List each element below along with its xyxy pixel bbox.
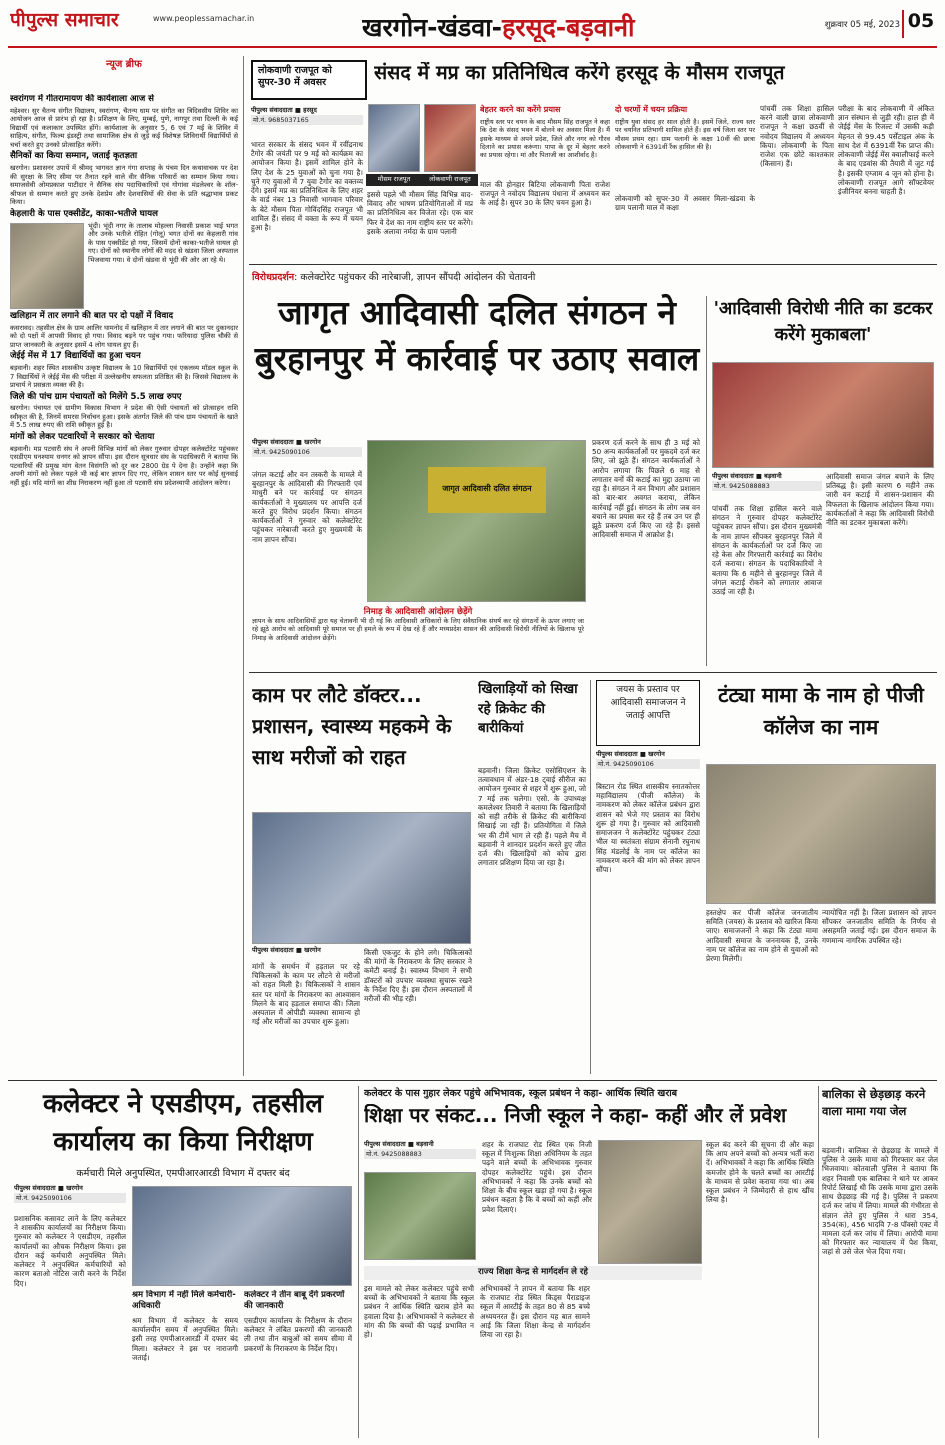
adivasi-side-byline	[712, 472, 822, 500]
masthead	[0, 0, 945, 50]
harsud-photo-mausam-caption: मौसम राजपूत	[366, 174, 422, 186]
adivasi-side-photo	[712, 362, 934, 468]
harsud-col3b: माल की होनहार बिटिया लोकवाणी पिता राजेश राजपूत ने नवोदय विद्यालय पंधाना में अध्ययन कर के आई है। सुपर 30 के लिए चयन हुआ है।	[480, 180, 610, 208]
cricket-body: बड़वानी। जिला क्रिकेट एसोसिएशन के तत्वावधान में अंडर-18 ट्वाई सीरीज का आयोजन गुरुवार से शहर में शुरू हुआ, जो 7 मई तक चलेगा। एसो. के उपाध्यक्ष कमलेश्वर तिवारी ने बताया कि खिलाड़ियों को सही तरीके से क्रिकेट की बारीकियां सिखाई जा रही हैं। प्रतियोगिता में जिले भर की टीमें भाग ले रही हैं। पहले मैच में बड़वानी ने शानदार प्रदर्शन करते हुए जीत दर्ज की। खिलाड़ियों को कोच द्वारा लगातार प्रशिक्षण दिया जा रहा है।	[478, 766, 586, 868]
brief-item-title: स्वरांगण में गीतरामायण की कार्यशाला आज से	[10, 94, 154, 104]
section-divider	[8, 1080, 937, 1081]
school-col3: स्कूल बंद करने की सूचना दी और कहा कि आप अपने बच्चों को अन्यत्र भर्ती करा दें। अभिभावकों ने कहा कि आर्थिक स्थिति कमजोर होने के चलते बच्चों का आरटीई के माध्यम से प्रवेश कराया गया था। अब स्कूल प्रबंधन ने जिम्मेदारी से हाथ खींच लिया है।	[706, 1140, 814, 1205]
harsud-subhead-2: दो चरणों में चयन प्रक्रिया	[615, 105, 688, 114]
harsud-subhead-1: बेहतर करने का करेंगे प्रयास	[480, 105, 561, 114]
news-brief-label: न्यूज ब्रीफ	[106, 59, 142, 70]
brief-item	[10, 351, 238, 389]
doctors-col2: किसी एकजुट के होने लगे। चिकित्सकों की मांगों के निराकरण के लिए सरकार ने कमेटी बनाई है। स्वास्थ्य विभाग ने सभी डॉक्टरों को उपचार व्यवस्था सुचारू रखने के निर्देश दिए हैं। इस दौरान अस्पतालों में मरीजों की भीड़ रही।	[364, 948, 472, 1004]
masthead-divider	[8, 46, 937, 48]
brief-item-body: बड़वानी। मप्र पटवारी संघ ने अपनी विभिन्न मांगों को लेकर गुरुवार दोपहर कलेक्टोरेट पहुंचकर एसडीएम घनश्याम धनगर को ज्ञापन सौंपा। इस दौरान सूत्रधार संघ के पदाधिकारी ने बताया कि पटवारियों की प्रमुख मांग वेतन विसंगति को दूर कर 2800 ग्रेड पे देना है। उन्होंने कहा कि अपनी मांगों को लेकर पहले भी कई बार ज्ञापन दिए गए, लेकिन शासन स्तर पर कोई सुनवाई नहीं हुई। यदि मांगों का शीघ्र निराकरण नहीं हुआ तो पटवारी संघ प्रदेशव्यापी आंदोलन करेगा।	[10, 444, 238, 487]
edition-title-part-a: खरगोन-खंडवा-	[362, 13, 503, 42]
harsud-byline	[251, 106, 363, 136]
harsud-col1: भारत सरकार के संसद भवन में रवींद्रनाथ टैगोर की जयंती पर 9 मई को कार्यक्रम का आयोजन किया है। इसमें शामिल होने के लिए देश के 25 युवाओं को चुना गया है। चुने गए युवाओं में 7 युवा टैगोर का वक्तव्य देंगे। इसमें मप्र का प्रतिनिधित्व के लिए शहर के वार्ड नंबर 13 निवासी भागवान परिवार के बेटे मौसम पिता गोविंदसिंह राजपूत भी शामिल हैं। संसद में वक्ता के रूप में चयन हुआ है।	[251, 140, 363, 232]
byline-phone: मो.नं. 9425088883	[364, 1149, 476, 1159]
website: www.peoplessamachar.in	[153, 14, 255, 23]
brief-item-body: महेश्वर। सुर चैतन्य संगीत विद्यालय, स्वरांगण, चैतन्य धाम पर संगीत का त्रिदिवसीय शिविर का आयोजन आज से प्रारंभ हो रहा है। प्रशिक्षण के लिए, मुम्बई, पुणे, नागपुर तथा दिल्ली के कई विद्यार्थी एवं कलाकार उपस्थित होंगे। कार्यशाला के अनुसार 5, 6 एवं 7 मई के शिविर में साहित्य, संगीत, फिल्म इंडस्ट्री तथा सामाजिक क्षेत्र से जुड़े कई विशेषज्ञ शिविरार्थी विद्यार्थियों से चर्चा करते हुए उनको प्रोत्साहित करेंगे।	[10, 106, 238, 149]
burhanpur-byline	[252, 438, 362, 468]
harsud-photo-mausam	[368, 104, 420, 172]
burhanpur-caption	[252, 606, 584, 668]
harsud-col4: राष्ट्रीय युवा संसद हर साल होती है। इसमें जिले, राज्य स्तर पर चयनित प्रतिभागी शामिल होते हैं। इस वर्ष जिला स्तर पर मौसम प्रथम रहा। ग्राम पलानी के कक्षा 10वीं की छात्रा लोकवाणी ने 6391वीं रैंक हासिल की है।	[615, 118, 755, 151]
column-divider	[358, 1086, 359, 1438]
harsud-col2-text: इससे पहले भी मौसम सिंह विभिन्न वाद-विवाद और भाषण प्रतियोगिताओं में मप्र का प्रतिनिधित्व कर विजेता रहे। एक बार फिर वे देश का नाम राष्ट्रीय स्तर पर करेंगे। इसके अलावा नर्मदा के ग्राम पलानी	[367, 190, 473, 236]
harsud-col5b: पांचवीं तक शिक्षा हासिल करने वाली छात्रा लोकवाणी राजपूत ने कक्षा छठवीं से नवोदय विद्यालय में अध्ययन किया। लोकवाणी के पिता राजेश एक छोटे काश्तकार (किसान) हैं।	[760, 104, 834, 169]
section-divider	[249, 264, 937, 265]
news-brief-column	[10, 56, 238, 1056]
byline-phone: मो.नं. 9685037165	[251, 115, 363, 125]
byline-phone: मो.नं. 9425090106	[596, 759, 700, 769]
brief-item	[10, 94, 238, 149]
harsud-headline: संसद में मप्र का प्रतिनिधित्व करेंगे हरसूद के मौसम राजपूत	[374, 62, 785, 84]
school-byline	[364, 1140, 476, 1168]
caption-title: निमाड़ के आदिवासी आंदोलन छेड़ेंगे	[363, 607, 473, 617]
byline-phone: मो.नं. 9425090106	[252, 447, 362, 457]
college-col2: हस्तक्षेप कर पीजी कॉलेज जनजातीय समिति (जयस) के प्रस्ताव को खारिज किया जाए। समाजजनों ने कहा कि टंट्या मामा आदिवासी समाज के जननायक हैं, उनके नाम पर कॉलेज का नाम होने से युवाओं को प्रेरणा मिलेगी।	[706, 908, 818, 964]
harsud-col2	[251, 140, 363, 141]
box-title: श्रम विभाग में नहीं मिले कर्मचारी-अधिकारी	[132, 1290, 236, 1312]
adivasi-side-headline: 'आदिवासी विरोधी नीति का डटकर करेंगे मुकाबला'	[713, 299, 933, 346]
caption-body: ज्ञापन के साथ आदिवासियों द्वारा यह चेतावनी भी दी गई कि आदिवासी अधिकारों के लिए संवैधानिक संघर्ष कर रहे संगठनों के ऊपर लगाए जा रहे झूठे आरोप को आदिवासी पूरे समाज पर ही हमले के रूप में देख रहे हैं और मध्यप्रदेश शासन की आदिवासी विरोधी नीतियों के खिलाफ पूरे निमाड़ के आदिवासी आंदोलन छेड़ेंगे।	[252, 617, 584, 642]
brief-item-body: खरगोन। पंचायत एवं ग्रामीण विकास विभाग ने प्रदेश की ऐसी पंचायतों को प्रोत्साहन राशि स्वीकृत की है, जिनमें समरस निर्वाचन हुआ। इसके अंतर्गत जिले की पांच ग्राम पंचायतों के खाते में 5.5 लाख रुपए की राशि स्वीकृत हुई है।	[10, 404, 238, 430]
tag-text: : कलेक्टोरेट पहुंचकर की नारेबाजी, ज्ञापन सौंपदी आंदोलन की चेतावनी	[294, 272, 536, 283]
brief-item-title: केहलारी के पास एक्सीडेंट, काका-भतीजे घायल	[10, 208, 158, 219]
school-col1: शहर के राजघाट रोड स्थित एक निजी स्कूल में निःशुल्क शिक्षा अधिनियम के तहत पढ़ने वाले बच्चों के अभिभावक गुरुवार दोपहर कलेक्टोरेट पहुंचे। इस दौरान अभिभावकों ने कहा कि उनके बच्चों को शिक्षा के बीच स्कूल खड़ा हो गया है। स्कूल प्रबंधन कहता है कि वे बच्चों को कहीं और प्रवेश दिलाएं।	[482, 1140, 592, 1214]
collector-col1: प्रशासनिक कसावट लाने के लिए कलेक्टर ने शासकीय कार्यालयों का निरीक्षण किया। गुरुवार को कलेक्टर ने एसडीएम, तहसील कार्यालयों का औचक निरीक्षण किया। इस दौरान कई कर्मचारी अनुपस्थित मिले। कलेक्टर ने अनुपस्थित कर्मचारियों को कारण बताओ नोटिस जारी करने के निर्देश दिए।	[14, 1214, 126, 1288]
adivasi-side-col2: आदिवासी समाज जंगल बचाने के लिए प्रतिबद्ध है। इसी कारण 6 महीने तक जारी वन कटाई में शासन-प्रशासन की विफलता के खिलाफ आंदोलन किया गया। कार्यकर्ताओं ने कहा कि आदिवासी विरोधी नीति का डटकर मुकाबला करेंगे।	[826, 472, 934, 528]
section-divider	[249, 672, 937, 673]
collector-box-clerks	[244, 1290, 352, 1436]
newspaper-logo: पीपुल्स समाचार	[10, 9, 119, 31]
brief-item-body: भूंदी। भूंदी नगर के तालाब मोहल्ला निवासी प्रकाश भाई भगत और उनके भतीजे रोहित (गोलू) भगत दोनों का केहलारी गांव के पास एक्सीडेंट हो गया, जिसमें दोनों काका-भतीजे घायल हो गए। दोनों को स्थानीय लोगों की मदद से खंडवा जिला अस्पताल भिजवाया गया। वे दोनों खंडवा से भूंदी की ओर आ रहे थे।	[88, 221, 238, 264]
tag-label: विरोधप्रदर्शन	[252, 272, 295, 283]
byline-org: पीपुल्स संवाददाता ■ बड़वानी	[364, 1140, 434, 1148]
college-col3: न्यायोचित नहीं है। जिला प्रशासन को ज्ञापन सौंपकर जनजातीय समिति के निर्णय से असहमति जताई गई। इस दौरान समाज के गणमान्य नागरिक उपस्थित रहे।	[822, 908, 936, 945]
burhanpur-headline: जागृत आदिवासी दलित संगठन ने बुरहानपुर में कार्रवाई पर उठाए सवाल	[254, 293, 700, 379]
brief-item-title: सैनिकों का किया सम्मान, जताई कृतज्ञता	[10, 151, 138, 162]
byline-org: पीपुल्स संवाददाता ■ खरगोन	[596, 750, 665, 758]
collector-byline	[14, 1184, 126, 1212]
box-body: एसडीएम कार्यालय के निरीक्षण के दौरान कलेक्टर ने लंबित प्रकरणों की जानकारी ली तथा तीन बाबुओं को समय सीमा में प्रकरणों के निराकरण के निर्देश दिए।	[244, 1315, 352, 1353]
byline-phone: मो.नं. 9425088883	[712, 481, 822, 491]
doctors-byline	[252, 946, 362, 958]
edition-title-part-b: हरसूद-बड़वानी	[502, 13, 635, 42]
column-divider	[706, 296, 707, 666]
column-divider	[243, 56, 244, 1076]
brief-item	[10, 209, 238, 264]
accident-photo	[10, 223, 84, 309]
brief-item-title: खलिहान में तार लगाने की बात पर दो पक्षों में विवाद	[10, 310, 174, 321]
school-photo-right	[598, 1140, 702, 1264]
byline-org: पीपुल्स संवाददाता ■ खरगोन	[252, 438, 321, 446]
school-col-bottom: अभिभावकों ने ज्ञापन में बताया कि शहर के राजघाट रोड स्थित किड्स पैराडाइज स्कूल में आरटीई के तहत 80 से 85 बच्चे अध्ययनरत हैं। इस दौरान यह बात सामने आई कि जिला शिक्षा केन्द्र से मार्गदर्शन लिया जा रहा है।	[480, 1284, 590, 1340]
harsud-col4b: लोकवाणी को सुपर-30 में अवसर मिला-खंडवा के ग्राम पलानी माल में कक्षा	[615, 194, 755, 213]
college-col1: बिस्टान रोड स्थित शासकीय स्नातकोत्तर महाविद्यालय (पीजी कॉलेज) के नामकरण को लेकर कॉलेज प्रबंधन द्वारा शासन को भेजे गए प्रस्ताव का विरोध शुरू हो गया है। गुरुवार को आदिवासी समाजजन ने कलेक्टोरेट पहुंचकर टंट्या भील या स्वतंत्रता संग्राम सेनानी रघुनाथ सिंह मंडलोई के नाम पर कॉलेज का नामकरण करने की मांग को लेकर ज्ञापन सौंपा।	[596, 782, 700, 874]
burhanpur-col1: जंगल कटाई और वन तस्करी के मामले में बुरहानपुर के आदिवासी की गिरफ्तारी एवं माधुरी बने पर कार्रवाई पर संगठन कार्यकर्ताओं ने मुख्यालय पर आपत्ति दर्ज करते हुए विरोध प्रदर्शन किया। संगठन कार्यकर्ताओं ने गुरुवार को कलेक्टोरेट पहुंचकर नारेबाजी करते हुए मुख्यमंत्री के नाम ज्ञापन सौंपा।	[252, 470, 362, 544]
college-tag-box: जयस के प्रस्ताव पर आदिवासी समाजजन ने जताई आपत्ति	[596, 680, 700, 746]
brief-item	[10, 151, 238, 206]
edition-title	[362, 10, 702, 42]
burhanpur-protest-photo	[367, 440, 586, 602]
collector-photo	[132, 1186, 352, 1286]
byline-org: पीपुल्स संवाददाता ■ खरगोन	[252, 946, 321, 954]
box-title: कलेक्टर ने तीन बाबू देंगे प्रकरणों की जानकारी	[244, 1290, 345, 1312]
harsud-col5: परीक्षा के बाद लोकवाणी में अंकित ज्ञान संस्थान से जुड़ी रही। हाल ही में जेईई मेंस के रिजल्ट में उसकी कड़ी मेहनत से 99.45 पर्सेंटाइल अंक के साथ देश में 6391वीं रैंक प्राप्त की। लोकवाणी जेईई मेंस क्वालीफाई करने के बाद एडवांस की तैयारी में जुट गई है। इसकी एग्जाम 4 जून को होना है। लोकवाणी राजपूत आगे सॉफ्टवेयर इंजीनियर बनना चाहती है।	[838, 104, 934, 196]
brief-item-body: कसरावद। तहसील क्षेत्र के ग्राम आलिर घामनोद में खलिहान में तार लगाने की बात पर दुकानदार को दो पक्षों में आपसी विवाद हो गया। विवाद बढ़ने पर पहुंच गया। फरियादा पुलिस चौकी से प्राप्त जानकारी के अनुसार इसमें 4 लोग घायल हुए हैं।	[10, 323, 238, 349]
brief-item	[10, 311, 238, 349]
byline-org: पीपुल्स संवाददाता ■ बड़वानी	[712, 472, 782, 480]
brief-item-title: जेईई मेंस में 17 विद्यार्थियों का हुआ चयन	[10, 351, 141, 362]
byline-org: पीपुल्स संवाददाता ■ हरसूद	[251, 106, 317, 114]
brief-item	[10, 432, 238, 487]
harsud-photo-lokvani-caption: लोकवाणी राजपूत	[422, 174, 478, 186]
adivasi-side-col1: पांचवीं तक शिक्षा हासिल करने वाले संगठन ने गुरुवार दोपहर कलेक्टोरेट पहुंचकर ज्ञापन सौंपा। इस दौरान मुख्यमंत्री के नाम ज्ञापन सौंपकर बुरहानपुर जिले में संगठन के कार्यकर्ताओं पर दर्ज किए जा रहे केस और गिरफ्तारी कार्रवाई का विरोध दर्ज कराया। संगठन के पदाधिकारियों ने बताया कि 6 महीने से बुरहानपुर जिले में जंगल कटाई रोकने को लगातार आवाज उठाई जा रही है।	[712, 504, 822, 596]
school-headline: शिक्षा पर संकट... निजी स्कूल ने कहा- कहीं और लें प्रवेश	[364, 1104, 787, 1127]
harsud-col3: राष्ट्रीय स्तर पर चयन के बाद मौसम सिंह राजपूत ने कहा कि देश के संसद भवन में बोलने का अवसर मिला है। मैं इसके माध्यम से अपने प्रदेश, जिले और नगर को गौरव दिलाने का प्रयास करूंगा। पापा के दूर में बेहतर करने का प्रयास रहेगा। मां और पिताजी का आशीर्वाद है।	[480, 118, 610, 160]
doctors-col1: मांगों के समर्थन में हड़ताल पर रहे चिकित्सकों के काम पर लौटने से मरीजों को राहत मिली है। चिकित्सकों ने शासन स्तर पर मांगों के निराकरण का आश्वासन मिलने के बाद हड़ताल समाप्त की। जिला अस्पताल में ओपीडी व्यवस्था सामान्य हो गई और मरीजों का उपचार शुरू हुआ।	[252, 962, 360, 1027]
brief-item	[10, 392, 238, 430]
harsud-photo-lokvani	[424, 104, 476, 172]
college-headline: टंट्या मामा के नाम हो पीजी कॉलेज का नाम	[718, 683, 924, 739]
collector-headline: कलेक्टर ने एसडीएम, तहसील कार्यालय का किया निरीक्षण	[42, 1089, 324, 1157]
harsud-tag-box: लोकवाणी राजपूत को सुपर-30 में अवसर	[251, 60, 367, 100]
protest-banner: जागृत आदिवासी दलित संगठन	[428, 467, 546, 513]
column-divider	[818, 1086, 819, 1438]
collector-box-labour	[132, 1290, 238, 1436]
molest-headline: बालिका से छेड़छाड़ करने वाला मामा गया जेल	[822, 1087, 926, 1119]
brief-item-title: मांगों को लेकर पटवारियों ने सरकार को चेताया	[10, 431, 155, 442]
brief-item-body: बड़वानी। शहर स्थित शासकीय उत्कृष्ट विद्यालय के 10 विद्यार्थियों एवं एकलव्य मॉडल स्कूल के 7 विद्यार्थियों ने जेईई मेंस की परीक्षा में उल्लेखनीय सफलता प्रतिष्ठित की है। जिससे विद्यालय के प्राचार्य ने प्रसन्नता व्यक्त की है।	[10, 364, 238, 390]
collector-subhead: कर्मचारी मिले अनुपस्थित, एमपीआरआरडी विभाग में दफ्तर बंद	[76, 1168, 290, 1179]
brief-item-title: जिले की पांच ग्राम पंचायतों को मिलेंगे 5.5 लाख रुपए	[10, 391, 182, 402]
box-body: श्रम विभाग में कलेक्टर के समय कार्यालयीन समय में अनुपस्थित मिले। इसी तरह एमपीआरआरडी में दफ्तर बंद मिला। कलेक्टर ने इस पर नाराजगी जताई।	[132, 1315, 238, 1362]
brief-item-body: खरगोन। प्रशासनर उपायें में श्रीमद् भागवत ज्ञान गंगा सप्ताह के पंचम दिन कथावाचक पर देश की सुरक्षा के लिए सीमा पर तैनात रहने वाले वीर सैनिक परिवारों का सम्मान किया गया। समाजसेवी ओमप्रकाश पाटीदार ने सैनिक संघ पदाधिकारियों एवं गोगांवा मंडलेश्वर के शॉल-श्रीफल से सम्मान करते हुए उनके देशप्रेम और देशवासियों की सेवा के प्रति श्रद्धाभाव प्रकट किया।	[10, 164, 238, 207]
page-number: 05	[902, 10, 938, 38]
issue-date: शुक्रवार 05 मई, 2023	[824, 20, 900, 30]
cricket-headline: खिलाड़ियों को सिखा रहे क्रिकेट की बारीकियां	[478, 681, 578, 737]
doctors-headline: काम पर लौटे डॉक्टर... प्रशासन, स्वास्थ्य महकमे के साथ मरीजों को राहत	[252, 683, 452, 769]
news-brief-items	[10, 94, 238, 1054]
doctors-photo	[252, 812, 471, 944]
burhanpur-col3: प्रकरण दर्ज करने के साथ ही 3 मई को 50 अन्य कार्यकर्ताओं पर मुकदमे दर्ज कर लिए, जो झूठे हैं। संगठन कार्यकर्ताओं ने आरोप लगाया कि पिछले 6 माह से लगातार वनों की कटाई का मुद्दा उठाया जा रहा है। संगठन ने वन विभाग और प्रशासन को बार-बार अवगत कराया, लेकिन कार्रवाई नहीं हुई। संगठन के लोग जब वन बचाने का प्रयास कर रहे हैं तब उन पर ही झूठे प्रकरण दर्ज किए जा रहे हैं। इससे आदिवासी समाज में आक्रोश है।	[592, 438, 700, 540]
byline-org: पीपुल्स संवाददाता ■ खरगोन	[14, 1184, 83, 1192]
school-col2: इस मामले को लेकर कलेक्टर पहुंचे सभी बच्चों के अभिभावकों ने बताया कि स्कूल प्रबंधन ने आर्थिक स्थिति खराब होने का हवाला दिया है। अभिभावकों ने कलेक्टर से मांग की कि बच्चों की पढ़ाई प्रभावित न हो।	[364, 1284, 474, 1340]
school-kicker: कलेक्टर के पास गुहार लेकर पहुंचे अभिभावक, स्कूल प्रबंधन ने कहा- आर्थिक स्थिति खराब	[364, 1088, 678, 1099]
column-divider	[590, 680, 591, 1074]
burhanpur-tagline	[252, 270, 702, 286]
molest-body: बड़वानी। बालिका से छेड़छाड़ के मामले में पुलिस ने उसके मामा को गिरफ्तार कर जेल भिजवाया। कोतवाली पुलिस ने बताया कि शहर निवासी एक बालिका ने थाने पर आकर रिपोर्ट लिखाई थी कि उसके मामा द्वारा उसके साथ छेड़छाड़ की गई है। पुलिस ने प्रकरण दर्ज कर जांच में लिया। मामले की गंभीरता से संज्ञान लेते हुए पुलिस ने धारा 354, 354(क), 456 भादवि 7-8 पॉक्सो एक्ट में मामला दर्ज कर जांच में लिया। आरोपी मामा को गिरफ्तार कर न्यायालय में पेश किया, जहां से उसे जेल भेज दिया गया।	[822, 1146, 938, 1257]
college-byline	[596, 750, 700, 778]
school-photo-left	[364, 1172, 476, 1260]
college-photo	[706, 764, 936, 904]
school-photo-caption: राज्य शिक्षा केन्द्र से मार्गदर्शन ले रहे	[364, 1266, 702, 1280]
byline-phone: मो.नं. 9425090106	[14, 1193, 126, 1203]
